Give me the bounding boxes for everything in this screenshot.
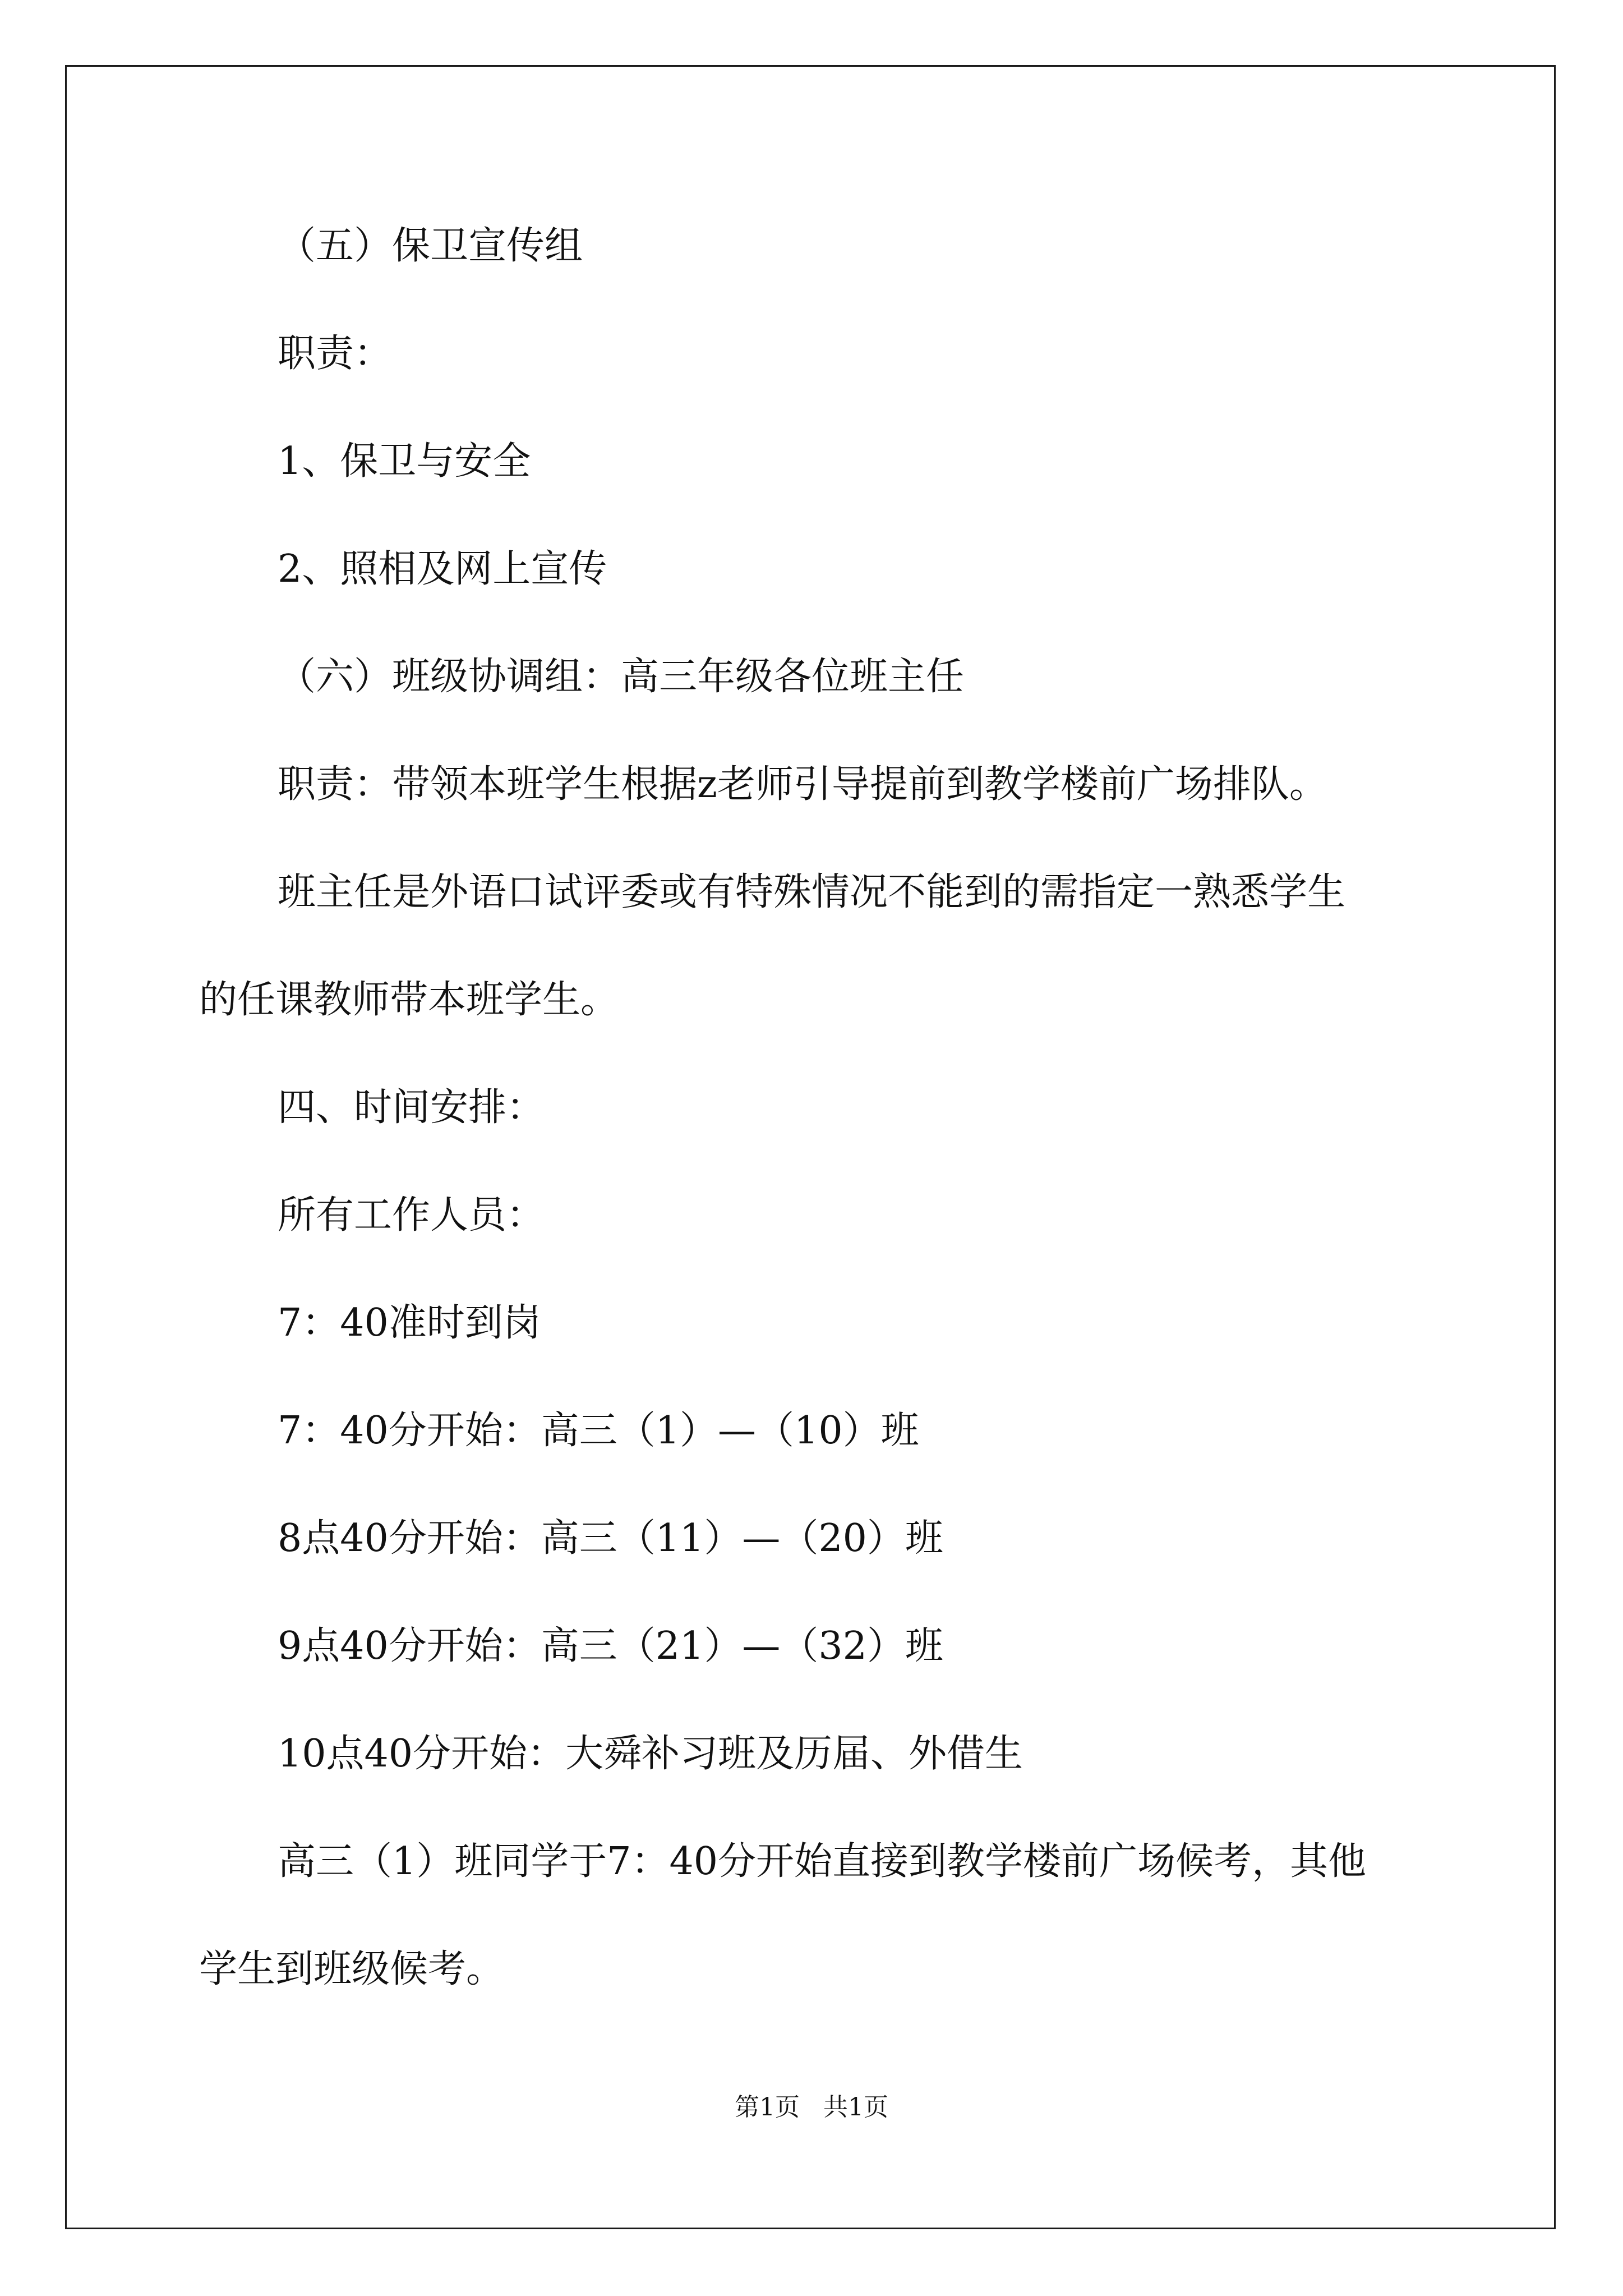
schedule-item-session-4: 10点40分开始：大舜补习班及历届、外借生	[278, 1732, 1023, 1776]
list-item-publicity: 2、照相及网上宣传	[278, 547, 607, 591]
paragraph-waiting-note: 高三（1）班同学于7：40分开始直接到教学楼前广场候考，其他	[278, 1839, 1367, 1884]
section-heading-security: （五）保卫宣传组	[278, 224, 583, 268]
list-item-security: 1、保卫与安全	[278, 439, 531, 484]
schedule-item-session-2: 8点40分开始：高三（11）—（20）班	[278, 1516, 943, 1561]
schedule-item-session-1: 7：40分开始：高三（1）—（10）班	[278, 1409, 919, 1453]
section-heading-class-coordination: （六）班级协调组：高三年级各位班主任	[278, 655, 965, 699]
paragraph-duty-label: 职责：	[278, 332, 393, 376]
paragraph-duty: 职责：带领本班学生根据z老师引导提前到教学楼前广场排队。	[278, 762, 1327, 807]
page-footer: 第1页 共1页	[735, 2093, 888, 2122]
paragraph-all-staff: 所有工作人员：	[278, 1193, 545, 1237]
paragraph-homeroom-note: 班主任是外语口试评委或有特殊情况不能到的需指定一熟悉学生	[278, 870, 1346, 914]
schedule-item-arrival: 7：40准时到岗	[278, 1301, 541, 1345]
paragraph-waiting-note-cont: 学生到班级候考。	[199, 1947, 505, 1991]
schedule-item-session-3: 9点40分开始：高三（21）—（32）班	[278, 1624, 943, 1668]
page-border	[65, 65, 1556, 2229]
paragraph-homeroom-note-cont: 的任课教师带本班学生。	[199, 978, 619, 1022]
section-heading-schedule: 四、时间安排：	[278, 1085, 545, 1130]
